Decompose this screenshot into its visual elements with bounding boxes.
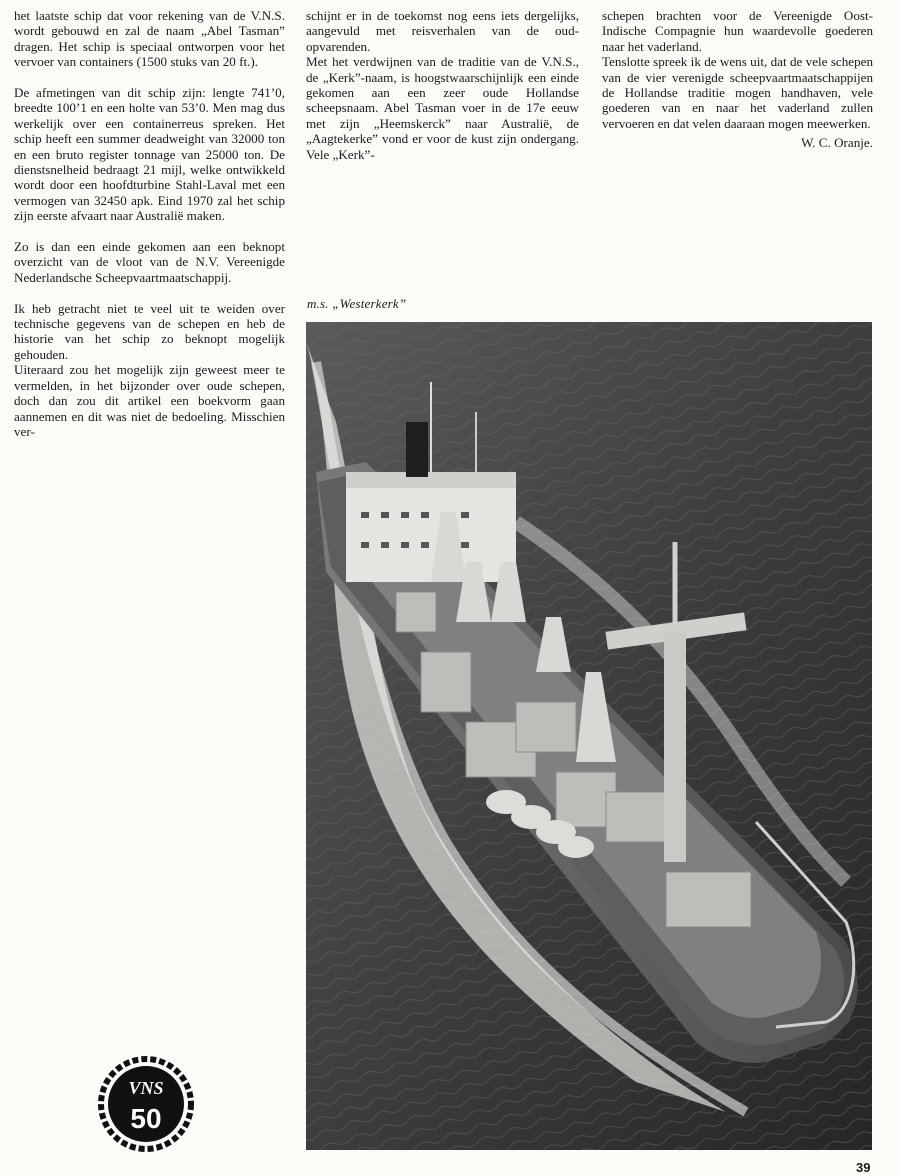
author-signature: W. C. Oranje. [801,135,873,151]
text-column-3 [602,8,873,151]
paragraph: Met het verdwijnen van de traditie van de V.N.S., de „Kerk”-naam, is hoogstwaarschijnlijk een einde gekomen aan een zeer oude Hollandse scheepsnaam. Abel Tasman voer in de 17e eeuw met zijn „Heemskerck” naar Australië, de „Aagtekerke” vond er voor de kust zijn ondergang. Vele „Kerk”- [306,54,579,162]
text-column-1 [14,8,285,455]
text-column-2 [306,8,579,177]
paragraph: Zo is dan een einde gekomen aan een beknopt overzicht van de vloot van de N.V. Vereenigde Nederlandsche Scheepvaartmaatschappij. [14,239,285,285]
photo-caption: m.s. „Westerkerk” [307,296,407,311]
logo-number: 50 [130,1103,162,1134]
paragraph: De afmetingen van dit schip zijn: lengte 741’0, breedte 100’1 en een holte van 53’0. Men mag dus werkelijk over een containerreus spreken. Het schip heeft een summer deadweight van 32000 ton en een bruto register tonnage van 25000 ton. De dienstsnelheid bedraagt 21 mijl, welke ontwikkeld wordt door een hoofdturbine Stahl-Laval met een vermogen van 32450 apk. Eind 1970 zal het schip zijn eerste afvaart naar Australië maken. [14,85,285,224]
vns-50-emblem [98,1056,194,1152]
paragraph: Uiteraard zou het mogelijk zijn geweest meer te vermelden, in het bijzonder over oude schepen, doch dan zou dit artikel een boekvorm gaan aannemen en dit was niet de bedoeling. Misschien ver- [14,362,285,439]
logo-letters: VNS [128,1078,164,1098]
paragraph: schijnt er in de toekomst nog eens iets dergelijks, aangevuld met reisverhalen van de oud-opvarenden. [306,8,579,54]
paragraph: Ik heb getracht niet te veel uit te weiden over technische gegevens van de schepen en heb de historie van het schip zo beknopt mogelijk gehouden. [14,300,285,362]
paragraph: schepen brachten voor de Vereenigde Oost-Indische Compagnie hun waardevolle goederen naar het vaderland. [602,8,873,54]
paragraph: het laatste schip dat voor rekening van de V.N.S. wordt gebouwd en zal de naam „Abel Tasman” dragen. Het schip is speciaal ontworpen voor het vervoer van containers (1500 stuks van 20 ft.). [14,8,285,70]
paragraph: Tenslotte spreek ik de wens uit, dat de vele schepen van de vier verenigde scheepvaartmaatschappijen de Hollandse traditie mogen handhaven, vele goederen van en naar het vaderland zullen vervoeren en dat velen daaraan mogen meewerken. [602,54,873,131]
ship-photo [306,322,872,1150]
page-number: 39 [856,1160,871,1175]
